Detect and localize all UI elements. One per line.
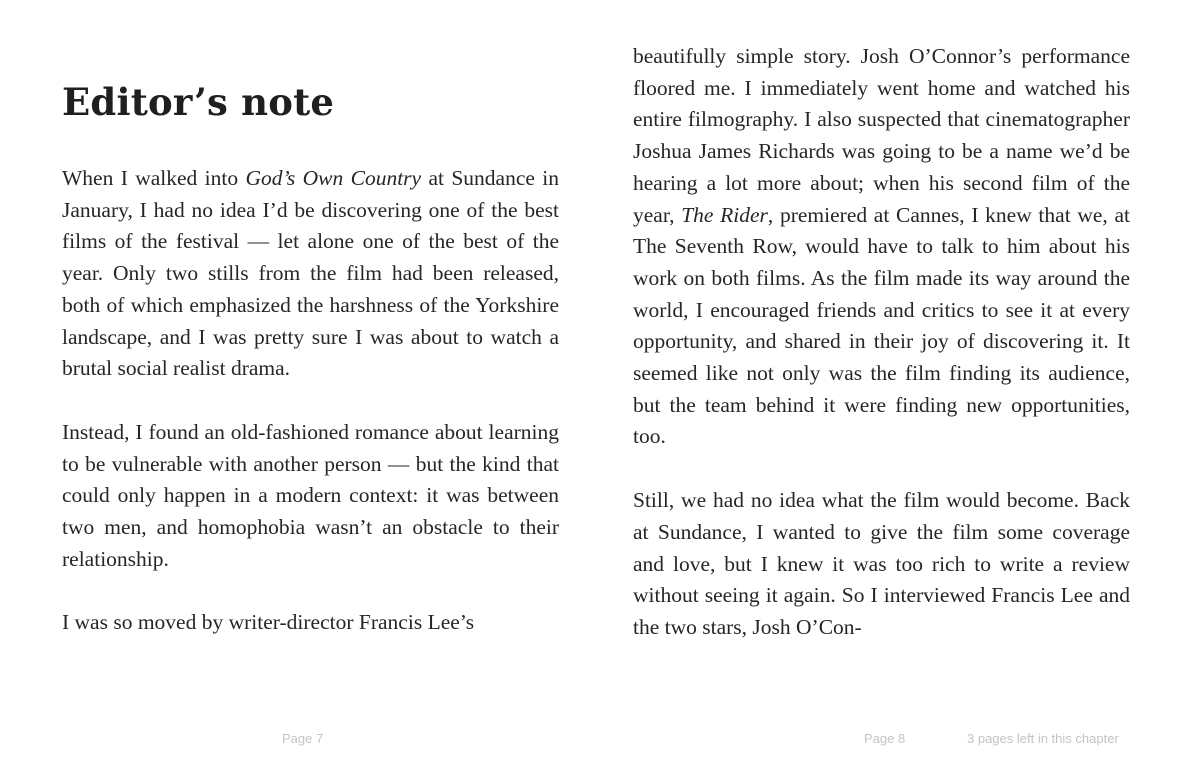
paragraph xyxy=(62,163,559,385)
paragraph xyxy=(633,485,1130,644)
italic-film-title: God’s Own Country xyxy=(245,166,422,190)
text-run: , premiered at Cannes, I knew that we, at The Seventh Row, would have to talk to him about his work on both films. As the film made its way around the world, I encouraged friends and critics to see it at every opportunity, and shared in their joy of discovering it. It seemed like not only was the film finding its audience, but the team behind it were finding new opportunities, too. xyxy=(633,202,1130,449)
paragraph xyxy=(633,41,1130,453)
paragraph xyxy=(62,417,559,576)
text-run: I was so moved by writer-director Francis Lee’s xyxy=(62,610,475,635)
left-page-number: Page 7 xyxy=(282,731,324,746)
paragraph xyxy=(62,607,559,639)
right-page-text xyxy=(633,41,1130,676)
text-run: at Sundance in January, I had no idea I’d be discovering one of the best films of the festival — let alone one of the best of the year. Only two stills from the film had been released, both of which emphasized the harshness of the Yorkshire landscape, and I was pretty sure I was about to watch a brutal social realist drama. xyxy=(62,166,560,381)
text-run: beautifully simple story. Josh O’Connor’s performance floored me. I immediately went home and watched his entire filmography. I also suspected that cinematographer Joshua James Richards was going to be a name we’d be hearing a lot more about; when his second film of the year, xyxy=(633,44,1130,227)
left-page xyxy=(62,0,559,765)
text-run: Still, we had no idea what the film would become. Back at Sundance, I wanted to give the film some coverage and love, but I knew it was too rich to write a review without seeing it again. So I interviewed Francis Lee and the two stars, Josh O’Con- xyxy=(633,488,1130,639)
right-page-number: Page 8 xyxy=(864,731,906,746)
right-page xyxy=(633,0,1130,765)
pages-left-indicator: 3 pages left in this chapter xyxy=(967,731,1119,746)
text-run: Instead, I found an old-fashioned romance about learning to be vulnerable with another person — but the kind that could only happen in a modern context: it was between two men, and homophobia wasn’t an obstacle to their relationship. xyxy=(62,419,559,571)
left-page-text xyxy=(62,163,559,671)
italic-film-title: The Rider xyxy=(681,202,768,227)
text-run: When I walked into xyxy=(62,166,246,190)
chapter-title: Editor’s note xyxy=(62,80,335,124)
